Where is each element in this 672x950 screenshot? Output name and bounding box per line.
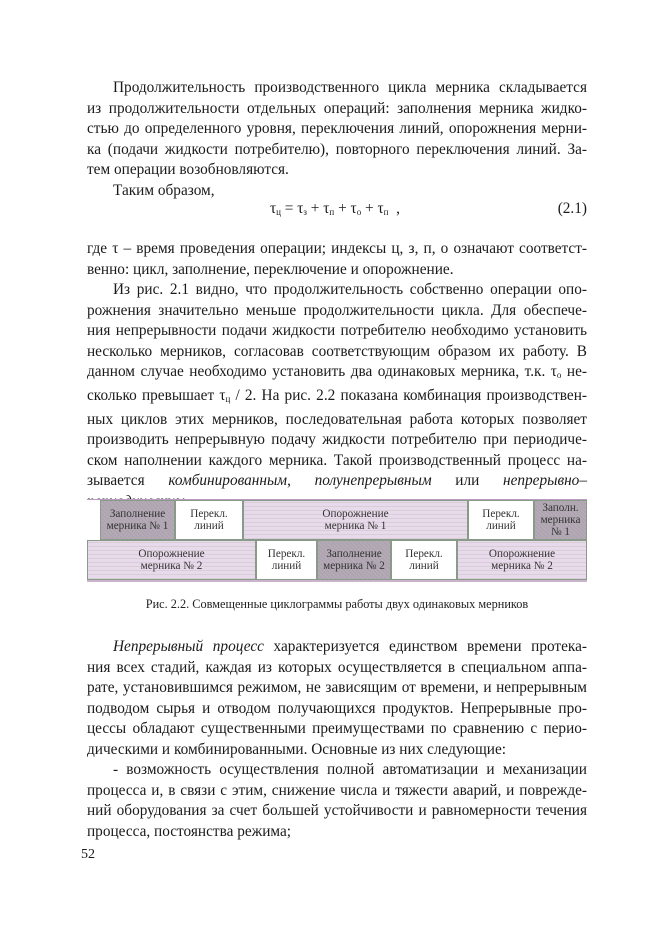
formula-expression: $\tau_ц = \tau_з + \tau_п + \tau_о + \tau_п$ , [270,200,400,217]
text-line: дическими и комбинированными. Основные из них следующие: [87,740,506,758]
text-line: подводом сырья и отводом получающихся продуктов. Непрерывные про- [87,699,587,717]
text-line: где τ – время проведения операции; индексы ц, з, п, о означают соответст- [87,240,587,257]
text-line: процесса и, в связи с этим, снижение числа и тяжести аварий, и поврежде- [87,781,587,799]
text-line: венно: цикл, заполнение, переключение и опорожнение. [87,260,454,278]
cyclogram-fill-meter-2: Заполнение мерника № 2 [317,540,391,580]
text-line: Таким образом, [113,182,215,199]
page-number: 52 [81,847,95,862]
paragraph-continuous-process [87,637,587,761]
text-line: ка (подачи жидкости потребителю), повторного переключения линий. За- [87,140,587,158]
text-line: рожнения значительно меньше продолжительности цикла. Для обеспече- [87,301,587,319]
cyclogram-row-meter-2 [87,540,587,580]
formula-number: (2.1) [557,200,587,217]
cyclogram-empty-meter-1: Опорожнение мерника № 1 [243,500,468,540]
text-line: Из рис. 2.1 видно, что продолжительность собственно операции опо- [113,281,587,298]
text-line: производить непрерывную подачу жидкости потребителю при периодиче- [87,431,587,449]
text-line: тем операции возобновляются. [87,161,289,179]
paragraph-where [87,239,587,280]
cyclogram-switch-lines: Перекл. линий [256,540,317,580]
text-line: ния непрерывности подачи жидкости потребителю необходимо установить [87,322,587,340]
diagram-bottom-border [87,580,587,582]
text-line: цессы обладают существенными преимуществами по сравнению с перио- [87,720,587,738]
paragraph-cycle-duration [87,78,587,181]
cyclogram-blank [87,500,100,540]
cyclogram-diagram [87,500,587,580]
text-line: рате, установившимся режимом, не зависящим от времени, и непрерывным [87,679,587,697]
text-line: ных циклов этих мерников, последовательная работа которых позволяет [87,410,587,428]
text-line: стью до определенного уровня, переключения линий, опорожнения мерни- [87,120,587,138]
text-line: Продолжительность производственного цикла мерника складывается [113,79,587,96]
text-line: - возможность осуществления полной автоматизации и механизации [113,761,587,778]
cyclogram-fill-meter-1: Заполнение мерника № 1 [100,500,175,540]
cyclogram-empty-meter-2: Опорожнение мерника № 2 [457,540,587,580]
cyclogram-row-meter-1 [87,500,587,540]
cyclogram-fill-meter-1: Заполн. мерника № 1 [534,500,587,540]
formula-2-1 [87,200,587,222]
text-line: ния всех стадий, каждая из которых осуществляется в специальном аппа- [87,658,587,676]
cyclogram-switch-lines: Перекл. линий [175,500,243,540]
paragraph-fig-2-1 [87,280,587,513]
cyclogram-switch-lines: Перекл. линий [391,540,457,580]
text-line: ний оборудования за счет большей устойчивости и равномерности течения [87,802,587,820]
figure-caption: Рис. 2.2. Совмещенные циклограммы работы двух одинаковых мерников [145,597,529,611]
text-line: процесса, постоянства режима; [87,822,292,840]
text-line: ском наполнении каждого мерника. Такой производственный процесс на- [87,451,587,469]
text-line: сколько превышает $\tau_ц / 2$. На рис. 2.2 показана комбинация производствен- [87,386,587,404]
text-line: Непрерывный процесс характеризуется единством времени протека- [113,638,587,655]
cyclogram-switch-lines: Перекл. линий [468,500,534,540]
text-line: зывается комбинированным, полунепрерывным или непрерывно– [87,472,587,490]
text-line: из продолжительности отдельных операций: заполнения мерника жидко- [87,99,587,117]
paragraph-thus [87,181,587,202]
cyclogram-empty-meter-2: Опорожнение мерника № 2 [87,540,256,580]
text-line: данном случае необходимо установить два одинаковых мерника, т.к. $\tau_о$ не- [87,363,587,381]
paragraph-advantage-automation [87,760,587,842]
text-line: несколько мерников, согласовав соответствующим образом их работу. В [87,342,587,360]
